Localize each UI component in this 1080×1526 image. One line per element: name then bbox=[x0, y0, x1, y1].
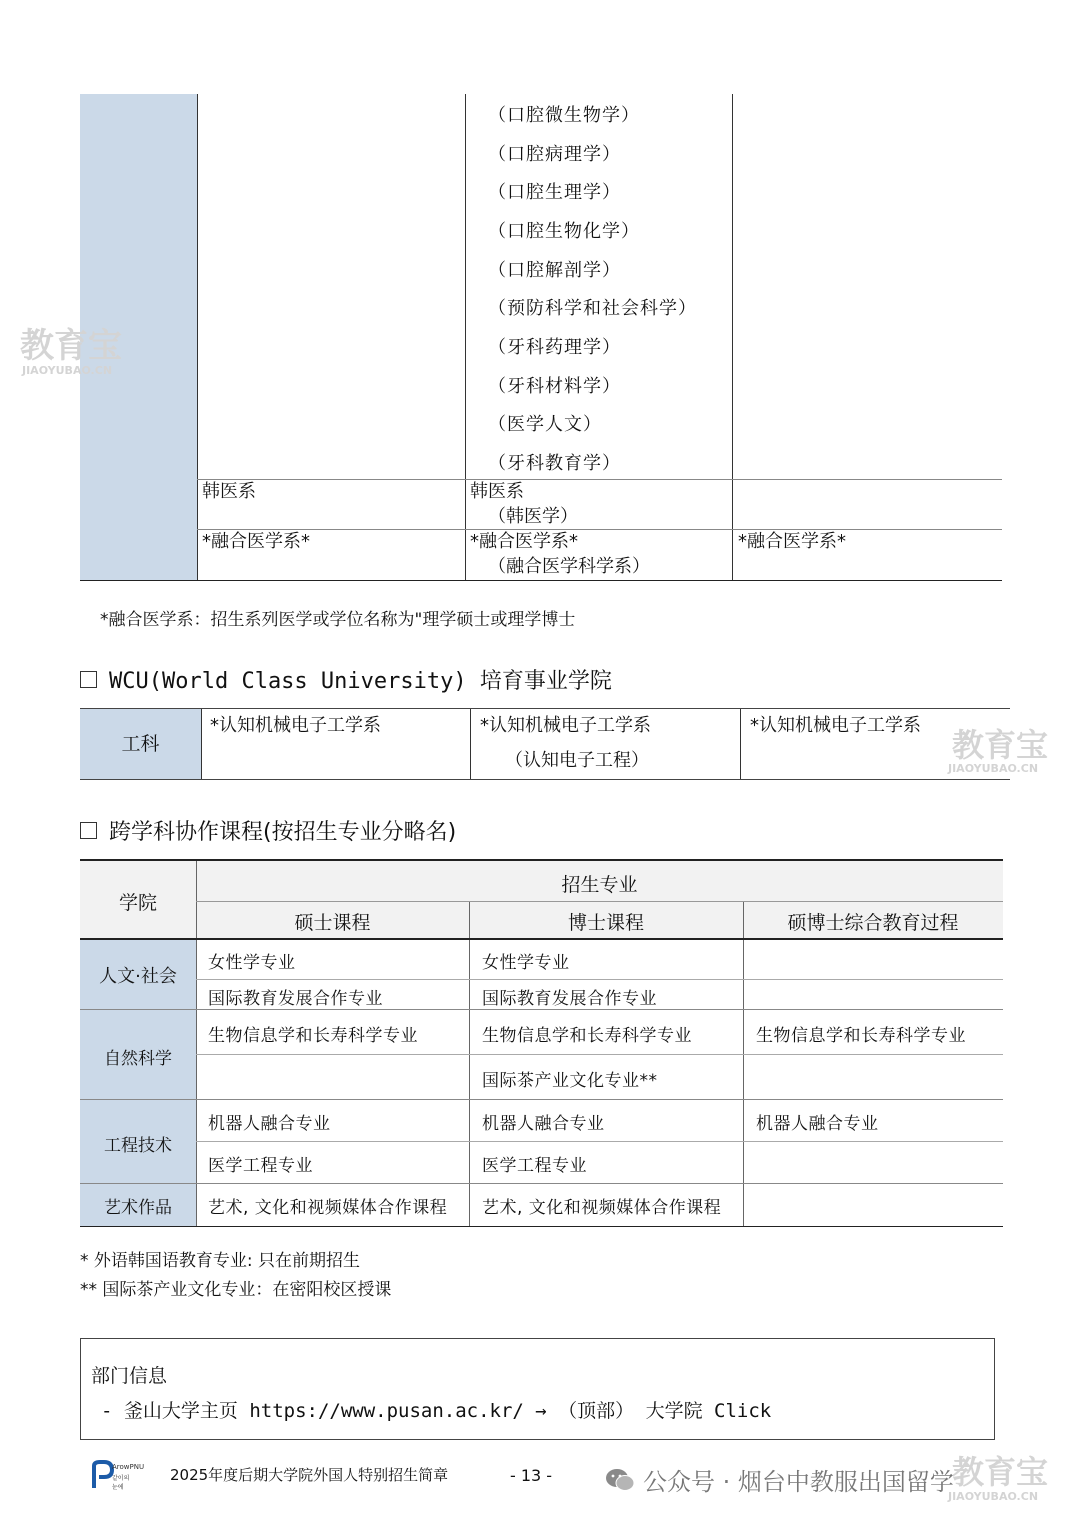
korean-med-dept: 韩医系 bbox=[202, 481, 256, 502]
table-cell: 医学工程专业 bbox=[482, 1156, 587, 1176]
wcu-major: *认知机械电子工学系 bbox=[480, 715, 651, 736]
logo-subtext: 같이의 눈에 bbox=[112, 1475, 130, 1491]
list-item: （医学人文） bbox=[488, 414, 602, 435]
row-divider bbox=[196, 979, 1003, 980]
table-cell: 国际茶产业文化专业** bbox=[482, 1071, 658, 1091]
footnote-single-star: * 外语韩国语教育专业: 只在前期招生 bbox=[80, 1251, 361, 1271]
wcu-dept: *认知机械电子工学系 bbox=[210, 715, 381, 736]
wechat-icon bbox=[605, 1467, 635, 1493]
section-interdisciplinary-header bbox=[80, 815, 456, 846]
list-item: （口腔病理学） bbox=[488, 144, 621, 165]
korean-med-major-sub: （韩医学） bbox=[488, 506, 578, 527]
col-divider bbox=[740, 709, 741, 779]
group-label: 艺术作品 bbox=[104, 1198, 172, 1218]
col-divider bbox=[465, 94, 466, 580]
wcu-field-label: 工科 bbox=[121, 733, 160, 755]
korean-med-major: 韩医系 bbox=[470, 481, 524, 502]
wechat-overlay bbox=[605, 1462, 954, 1497]
list-item: （预防科学和社会科学） bbox=[488, 298, 697, 319]
table-cell: 女性学专业 bbox=[482, 953, 570, 973]
col-divider bbox=[197, 94, 198, 580]
document-title: 2025年度后期大学院外国人特别招生简章 bbox=[170, 1466, 449, 1484]
watermark-url: JIAOYUBAO.CN bbox=[948, 1490, 1039, 1503]
col-divider bbox=[469, 901, 470, 1226]
logo-text: ArowPNU bbox=[112, 1463, 145, 1471]
col-divider bbox=[201, 709, 202, 779]
row-divider bbox=[197, 479, 1002, 480]
section-wcu-header bbox=[80, 664, 612, 695]
list-item: （牙科教育学） bbox=[488, 453, 621, 474]
table-cell: 机器人融合专业 bbox=[482, 1114, 605, 1134]
col-divider bbox=[470, 709, 471, 779]
section-wcu-title: WCU(World Class University) 培育事业学院 bbox=[109, 669, 612, 694]
row-divider bbox=[196, 901, 1003, 902]
group-divider bbox=[80, 1183, 1003, 1184]
watermark-brand: 教育宝 bbox=[20, 326, 122, 366]
list-item: （口腔解剖学） bbox=[488, 260, 621, 281]
table-cell: 生物信息学和长寿科学专业 bbox=[208, 1026, 418, 1046]
header-divider bbox=[80, 938, 1003, 940]
table-cell: 国际教育发展合作专业 bbox=[208, 989, 383, 1009]
list-item: （牙科材料学） bbox=[488, 376, 621, 397]
table-cell: 国际教育发展合作专业 bbox=[482, 989, 657, 1009]
checkbox-icon bbox=[80, 822, 97, 839]
table-cell: 生物信息学和长寿科学专业 bbox=[756, 1026, 966, 1046]
list-item: （口腔生理学） bbox=[488, 182, 621, 203]
wechat-account-label: 公众号 · 烟台中教服出国留学 bbox=[643, 1468, 954, 1496]
section-interdisciplinary-title: 跨学科协作课程(按招生专业分略名) bbox=[109, 820, 457, 845]
row-divider bbox=[196, 1054, 1003, 1055]
fusion-med-major: *融合医学系* bbox=[470, 531, 578, 552]
group-divider bbox=[80, 1099, 1003, 1100]
group-divider bbox=[80, 1009, 1003, 1010]
list-item: （牙科药理学） bbox=[488, 337, 621, 358]
watermark-brand: 教育宝 bbox=[952, 726, 1049, 764]
table-cell: 女性学专业 bbox=[208, 953, 296, 973]
header-doctor: 博士课程 bbox=[567, 912, 644, 934]
watermark-brand: 教育宝 bbox=[952, 1453, 1049, 1491]
col-divider bbox=[732, 94, 733, 580]
row-divider bbox=[196, 1141, 1003, 1142]
page-number: - 13 - bbox=[510, 1466, 553, 1485]
table-cell: 艺术, 文化和视频媒体合作课程 bbox=[208, 1198, 448, 1218]
fusion-med-note: *融合医学系：招生系列医学或学位名称为"理学硕士或理学博士 bbox=[100, 610, 576, 630]
wcu-combined: *认知机械电子工学系 bbox=[750, 715, 921, 736]
header-combined: 硕博士综合教育过程 bbox=[787, 912, 959, 934]
footnote-double-star: ** 国际茶产业文化专业：在密阳校区授课 bbox=[80, 1280, 392, 1300]
table-cell: 生物信息学和长寿科学专业 bbox=[482, 1026, 692, 1046]
watermark-url: JIAOYUBAO.CN bbox=[22, 364, 113, 377]
table-cell: 机器人融合专业 bbox=[756, 1114, 879, 1134]
table-cell: 医学工程专业 bbox=[208, 1156, 313, 1176]
header-master: 硕士课程 bbox=[294, 912, 371, 934]
department-info-box bbox=[80, 1338, 995, 1440]
fusion-med-dept: *融合医学系* bbox=[202, 531, 310, 552]
watermark-url: JIAOYUBAO.CN bbox=[948, 762, 1039, 775]
checkbox-icon bbox=[80, 671, 97, 688]
table-interdisciplinary bbox=[80, 859, 1003, 1227]
wcu-major-sub: （认知电子工程） bbox=[505, 750, 649, 771]
list-item: （口腔生物化学） bbox=[488, 221, 640, 242]
header-major: 招生专业 bbox=[561, 874, 638, 896]
table-cell: 艺术, 文化和视频媒体合作课程 bbox=[482, 1198, 722, 1218]
list-item: （口腔微生物学） bbox=[488, 105, 640, 126]
table-cell: 机器人融合专业 bbox=[208, 1114, 331, 1134]
fusion-med-combined: *融合医学系* bbox=[738, 531, 846, 552]
info-title: 部门信息 bbox=[91, 1365, 168, 1387]
col-divider bbox=[743, 901, 744, 1226]
group-label: 自然科学 bbox=[104, 1049, 172, 1069]
row-divider bbox=[197, 529, 1002, 530]
fusion-med-major-sub: （融合医学科学系） bbox=[488, 556, 650, 577]
pnu-logo bbox=[90, 1460, 145, 1491]
header-school: 学院 bbox=[118, 892, 157, 914]
group-label: 工程技术 bbox=[104, 1136, 172, 1156]
group-label: 人文·社会 bbox=[99, 966, 177, 987]
info-homepage-line: - 釜山大学主页 https://www.pusan.ac.kr/ → （顶部） 大学院 Click bbox=[101, 1400, 772, 1422]
